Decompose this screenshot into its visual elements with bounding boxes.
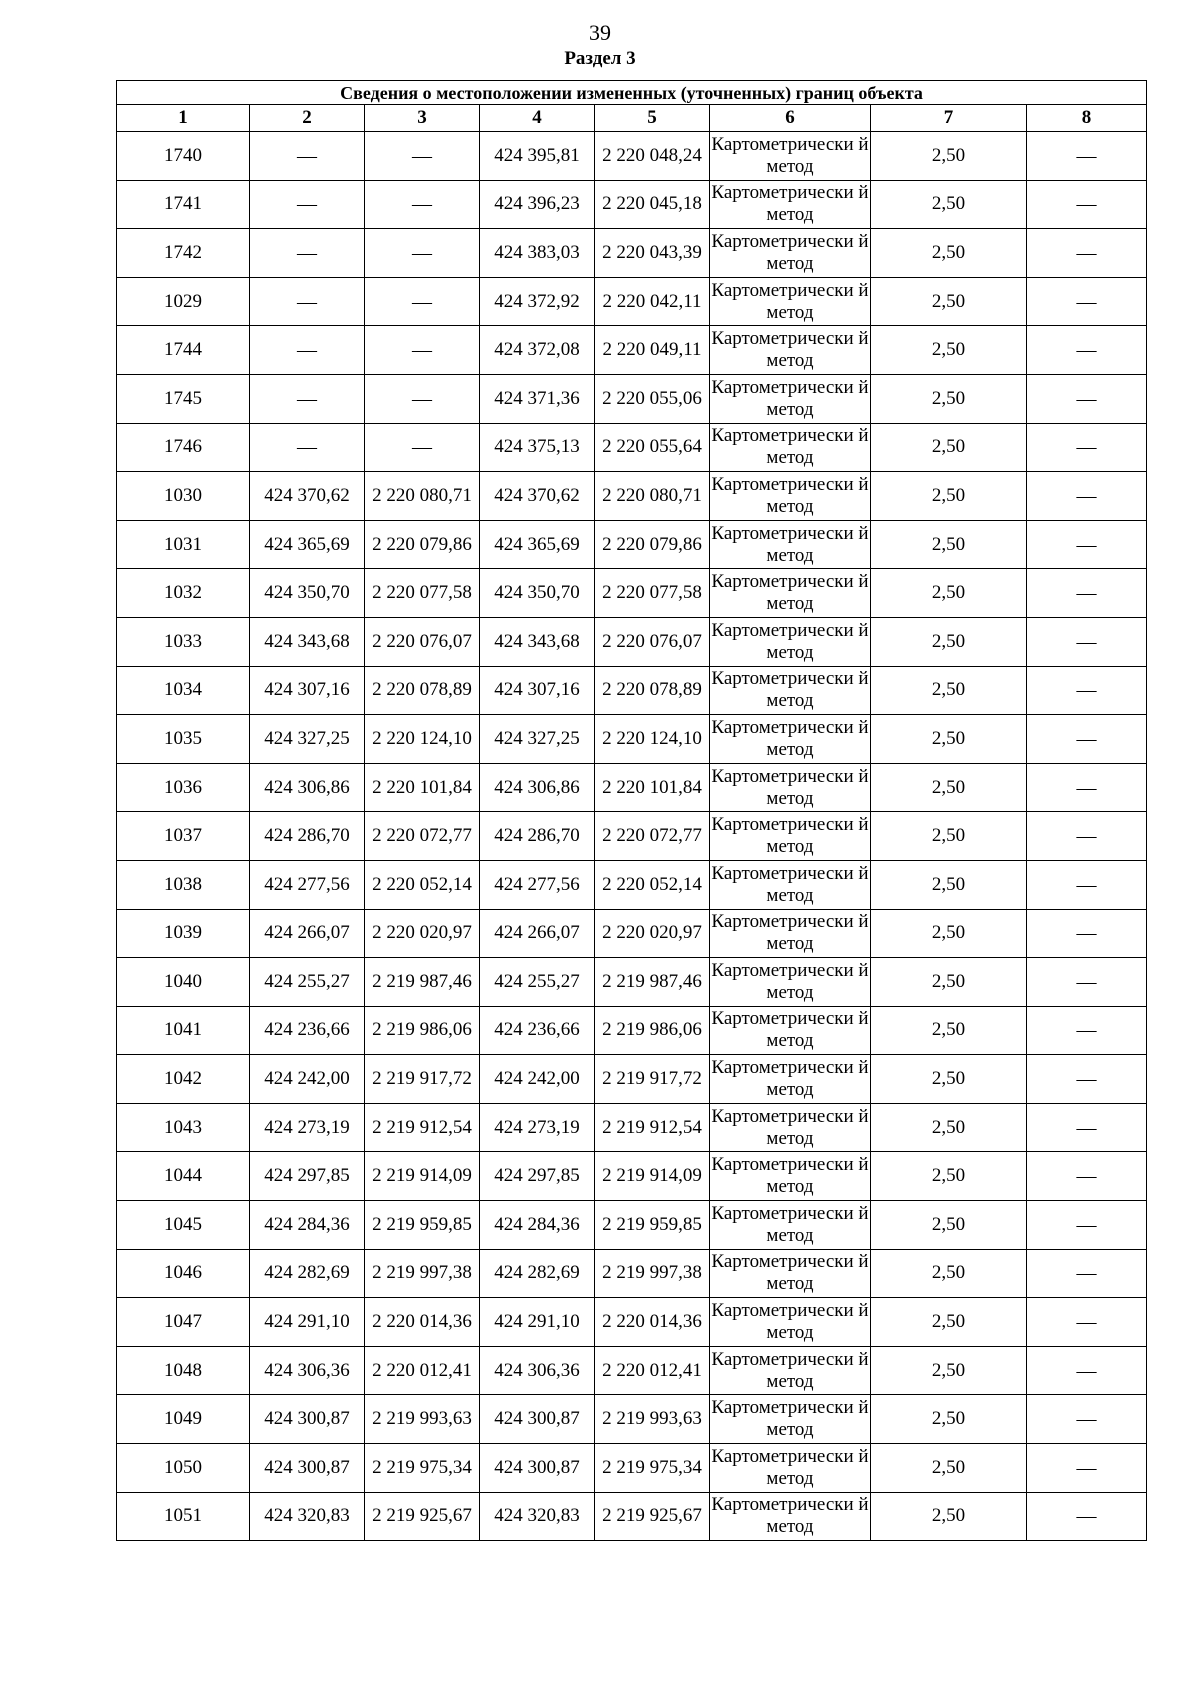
table-cell-col-1: 1742 bbox=[117, 229, 250, 278]
table-cell-col-5: 2 220 078,89 bbox=[595, 666, 710, 715]
table-row bbox=[117, 617, 1147, 666]
table-cell-col-3: 2 219 914,09 bbox=[365, 1152, 480, 1201]
table-row bbox=[117, 812, 1147, 861]
table-cell-col-4: 424 383,03 bbox=[480, 229, 595, 278]
table-cell-col-2: 424 300,87 bbox=[250, 1395, 365, 1444]
table-cell-col-8: — bbox=[1027, 472, 1147, 521]
table-cell-col-7: 2,50 bbox=[871, 1055, 1027, 1104]
table-cell-col-2: 424 284,36 bbox=[250, 1201, 365, 1250]
table-cell-col-5: 2 219 993,63 bbox=[595, 1395, 710, 1444]
table-row bbox=[117, 229, 1147, 278]
table-cell-col-4: 424 273,19 bbox=[480, 1103, 595, 1152]
table-cell-col-8: — bbox=[1027, 569, 1147, 618]
table-cell-col-6: Картометрически й метод bbox=[710, 958, 871, 1007]
table-cell-col-6: Картометрически й метод bbox=[710, 520, 871, 569]
table-cell-col-5: 2 220 055,06 bbox=[595, 374, 710, 423]
table-cell-col-8: — bbox=[1027, 1006, 1147, 1055]
table-cell-col-2: — bbox=[250, 423, 365, 472]
table-cell-col-2: — bbox=[250, 229, 365, 278]
table-cell-col-2: 424 236,66 bbox=[250, 1006, 365, 1055]
table-cell-col-5: 2 220 077,58 bbox=[595, 569, 710, 618]
table-cell-col-6: Картометрически й метод bbox=[710, 763, 871, 812]
table-cell-col-8: — bbox=[1027, 229, 1147, 278]
table-row bbox=[117, 374, 1147, 423]
table-row bbox=[117, 569, 1147, 618]
table-body bbox=[117, 132, 1147, 1541]
table-cell-col-1: 1041 bbox=[117, 1006, 250, 1055]
table-cell-col-5: 2 220 052,14 bbox=[595, 860, 710, 909]
table-cell-col-7: 2,50 bbox=[871, 1444, 1027, 1493]
table-cell-col-3: 2 219 925,67 bbox=[365, 1492, 480, 1541]
table-row bbox=[117, 1492, 1147, 1541]
table-cell-col-7: 2,50 bbox=[871, 666, 1027, 715]
table-cell-col-3: 2 220 020,97 bbox=[365, 909, 480, 958]
table-cell-col-2: — bbox=[250, 326, 365, 375]
table-cell-col-4: 424 286,70 bbox=[480, 812, 595, 861]
table-cell-col-5: 2 219 959,85 bbox=[595, 1201, 710, 1250]
table-cell-col-6: Картометрически й метод bbox=[710, 423, 871, 472]
table-cell-col-3: 2 220 077,58 bbox=[365, 569, 480, 618]
table-cell-col-1: 1034 bbox=[117, 666, 250, 715]
table-cell-col-4: 424 327,25 bbox=[480, 715, 595, 764]
table-cell-col-8: — bbox=[1027, 132, 1147, 181]
table-row bbox=[117, 666, 1147, 715]
table-row bbox=[117, 326, 1147, 375]
table-cell-col-7: 2,50 bbox=[871, 472, 1027, 521]
table-cell-col-5: 2 220 072,77 bbox=[595, 812, 710, 861]
table-cell-col-1: 1049 bbox=[117, 1395, 250, 1444]
table-cell-col-8: — bbox=[1027, 715, 1147, 764]
table-cell-col-6: Картометрически й метод bbox=[710, 860, 871, 909]
table-cell-col-2: 424 320,83 bbox=[250, 1492, 365, 1541]
table-cell-col-7: 2,50 bbox=[871, 1152, 1027, 1201]
column-number-6: 6 bbox=[710, 105, 871, 132]
table-cell-col-8: — bbox=[1027, 617, 1147, 666]
table-cell-col-1: 1030 bbox=[117, 472, 250, 521]
table-row bbox=[117, 958, 1147, 1007]
table-cell-col-1: 1741 bbox=[117, 180, 250, 229]
table-cell-col-4: 424 284,36 bbox=[480, 1201, 595, 1250]
table-cell-col-4: 424 255,27 bbox=[480, 958, 595, 1007]
table-cell-col-5: 2 219 975,34 bbox=[595, 1444, 710, 1493]
table-cell-col-4: 424 266,07 bbox=[480, 909, 595, 958]
table-cell-col-4: 424 320,83 bbox=[480, 1492, 595, 1541]
table-row bbox=[117, 763, 1147, 812]
column-number-7: 7 bbox=[871, 105, 1027, 132]
table-cell-col-1: 1745 bbox=[117, 374, 250, 423]
table-cell-col-6: Картометрически й метод bbox=[710, 1152, 871, 1201]
table-cell-col-3: 2 220 101,84 bbox=[365, 763, 480, 812]
table-cell-col-7: 2,50 bbox=[871, 520, 1027, 569]
table-cell-col-7: 2,50 bbox=[871, 909, 1027, 958]
table-cell-col-4: 424 375,13 bbox=[480, 423, 595, 472]
table-cell-col-8: — bbox=[1027, 1444, 1147, 1493]
table-caption: Сведения о местоположении измененных (уточненных) границ объекта bbox=[117, 81, 1147, 105]
column-number-2: 2 bbox=[250, 105, 365, 132]
table-cell-col-7: 2,50 bbox=[871, 1395, 1027, 1444]
table-cell-col-1: 1035 bbox=[117, 715, 250, 764]
table-cell-col-6: Картометрически й метод bbox=[710, 715, 871, 764]
table-cell-col-5: 2 220 079,86 bbox=[595, 520, 710, 569]
table-cell-col-2: 424 266,07 bbox=[250, 909, 365, 958]
table-cell-col-1: 1044 bbox=[117, 1152, 250, 1201]
table-row bbox=[117, 1006, 1147, 1055]
table-cell-col-6: Картометрически й метод bbox=[710, 1298, 871, 1347]
table-cell-col-5: 2 219 986,06 bbox=[595, 1006, 710, 1055]
table-cell-col-6: Картометрически й метод bbox=[710, 326, 871, 375]
table-cell-col-1: 1033 bbox=[117, 617, 250, 666]
table-cell-col-1: 1039 bbox=[117, 909, 250, 958]
table-cell-col-7: 2,50 bbox=[871, 617, 1027, 666]
table-cell-col-3: 2 220 052,14 bbox=[365, 860, 480, 909]
table-cell-col-8: — bbox=[1027, 763, 1147, 812]
table-cell-col-2: 424 291,10 bbox=[250, 1298, 365, 1347]
table-cell-col-7: 2,50 bbox=[871, 1492, 1027, 1541]
table-cell-col-6: Картометрически й метод bbox=[710, 229, 871, 278]
table-cell-col-2: — bbox=[250, 374, 365, 423]
table-cell-col-6: Картометрически й метод bbox=[710, 1346, 871, 1395]
table-cell-col-6: Картометрически й метод bbox=[710, 472, 871, 521]
table-cell-col-2: 424 370,62 bbox=[250, 472, 365, 521]
table-cell-col-3: 2 220 078,89 bbox=[365, 666, 480, 715]
table-cell-col-6: Картометрически й метод bbox=[710, 132, 871, 181]
table-row bbox=[117, 1298, 1147, 1347]
table-cell-col-1: 1047 bbox=[117, 1298, 250, 1347]
table-cell-col-8: — bbox=[1027, 180, 1147, 229]
table-cell-col-5: 2 219 925,67 bbox=[595, 1492, 710, 1541]
table-cell-col-7: 2,50 bbox=[871, 374, 1027, 423]
table-cell-col-7: 2,50 bbox=[871, 1006, 1027, 1055]
table-cell-col-5: 2 220 124,10 bbox=[595, 715, 710, 764]
table-cell-col-3: 2 220 080,71 bbox=[365, 472, 480, 521]
table-cell-col-4: 424 282,69 bbox=[480, 1249, 595, 1298]
table-cell-col-8: — bbox=[1027, 520, 1147, 569]
table-cell-col-6: Картометрически й метод bbox=[710, 1492, 871, 1541]
table-row bbox=[117, 1249, 1147, 1298]
table-cell-col-4: 424 300,87 bbox=[480, 1395, 595, 1444]
table-cell-col-8: — bbox=[1027, 860, 1147, 909]
table-row bbox=[117, 1201, 1147, 1250]
table-cell-col-8: — bbox=[1027, 1298, 1147, 1347]
table-row bbox=[117, 1444, 1147, 1493]
table-cell-col-5: 2 220 012,41 bbox=[595, 1346, 710, 1395]
table-cell-col-3: 2 220 079,86 bbox=[365, 520, 480, 569]
table-cell-col-2: 424 277,56 bbox=[250, 860, 365, 909]
table-cell-col-3: 2 219 997,38 bbox=[365, 1249, 480, 1298]
table-cell-col-2: 424 307,16 bbox=[250, 666, 365, 715]
column-number-4: 4 bbox=[480, 105, 595, 132]
table-cell-col-8: — bbox=[1027, 374, 1147, 423]
table-cell-col-4: 424 370,62 bbox=[480, 472, 595, 521]
table-cell-col-1: 1036 bbox=[117, 763, 250, 812]
table-cell-col-5: 2 219 914,09 bbox=[595, 1152, 710, 1201]
table-cell-col-3: — bbox=[365, 229, 480, 278]
table-cell-col-2: 424 306,86 bbox=[250, 763, 365, 812]
table-cell-col-3: 2 220 072,77 bbox=[365, 812, 480, 861]
table-cell-col-8: — bbox=[1027, 277, 1147, 326]
table-row bbox=[117, 909, 1147, 958]
table-cell-col-3: 2 220 014,36 bbox=[365, 1298, 480, 1347]
table-cell-col-4: 424 306,36 bbox=[480, 1346, 595, 1395]
column-number-3: 3 bbox=[365, 105, 480, 132]
table-cell-col-6: Картометрически й метод bbox=[710, 666, 871, 715]
table-cell-col-7: 2,50 bbox=[871, 812, 1027, 861]
table-cell-col-1: 1043 bbox=[117, 1103, 250, 1152]
table-cell-col-8: — bbox=[1027, 812, 1147, 861]
table-cell-col-6: Картометрически й метод bbox=[710, 909, 871, 958]
table-cell-col-4: 424 307,16 bbox=[480, 666, 595, 715]
table-cell-col-2: 424 297,85 bbox=[250, 1152, 365, 1201]
table-cell-col-3: — bbox=[365, 277, 480, 326]
table-cell-col-1: 1746 bbox=[117, 423, 250, 472]
table-cell-col-6: Картометрически й метод bbox=[710, 1249, 871, 1298]
table-cell-col-3: 2 219 917,72 bbox=[365, 1055, 480, 1104]
table-cell-col-4: 424 371,36 bbox=[480, 374, 595, 423]
table-cell-col-5: 2 219 997,38 bbox=[595, 1249, 710, 1298]
table-row bbox=[117, 1055, 1147, 1104]
table-cell-col-7: 2,50 bbox=[871, 277, 1027, 326]
table-row bbox=[117, 1103, 1147, 1152]
table-cell-col-2: 424 350,70 bbox=[250, 569, 365, 618]
table-cell-col-1: 1045 bbox=[117, 1201, 250, 1250]
table-row bbox=[117, 860, 1147, 909]
table-row bbox=[117, 472, 1147, 521]
table-cell-col-6: Картометрически й метод bbox=[710, 180, 871, 229]
table-cell-col-3: — bbox=[365, 132, 480, 181]
table-cell-col-8: — bbox=[1027, 1249, 1147, 1298]
table-cell-col-2: 424 242,00 bbox=[250, 1055, 365, 1104]
table-cell-col-5: 2 219 912,54 bbox=[595, 1103, 710, 1152]
table-cell-col-5: 2 220 049,11 bbox=[595, 326, 710, 375]
table-cell-col-2: 424 282,69 bbox=[250, 1249, 365, 1298]
table-cell-col-6: Картометрически й метод bbox=[710, 1006, 871, 1055]
table-cell-col-3: 2 219 993,63 bbox=[365, 1395, 480, 1444]
table-cell-col-1: 1048 bbox=[117, 1346, 250, 1395]
table-cell-col-4: 424 242,00 bbox=[480, 1055, 595, 1104]
table-cell-col-2: — bbox=[250, 132, 365, 181]
table-cell-col-3: — bbox=[365, 423, 480, 472]
table-cell-col-2: 424 327,25 bbox=[250, 715, 365, 764]
table-cell-col-6: Картометрически й метод bbox=[710, 617, 871, 666]
table-cell-col-3: — bbox=[365, 374, 480, 423]
table-cell-col-3: 2 219 987,46 bbox=[365, 958, 480, 1007]
table-cell-col-2: 424 286,70 bbox=[250, 812, 365, 861]
table-cell-col-7: 2,50 bbox=[871, 1298, 1027, 1347]
table-cell-col-3: — bbox=[365, 326, 480, 375]
table-cell-col-1: 1038 bbox=[117, 860, 250, 909]
table-cell-col-4: 424 395,81 bbox=[480, 132, 595, 181]
table-cell-col-4: 424 306,86 bbox=[480, 763, 595, 812]
table-cell-col-5: 2 220 048,24 bbox=[595, 132, 710, 181]
boundary-coordinates-table bbox=[116, 80, 1147, 1541]
table-cell-col-8: — bbox=[1027, 1346, 1147, 1395]
table-cell-col-1: 1031 bbox=[117, 520, 250, 569]
table-cell-col-3: 2 219 975,34 bbox=[365, 1444, 480, 1493]
table-cell-col-5: 2 220 042,11 bbox=[595, 277, 710, 326]
table-cell-col-7: 2,50 bbox=[871, 229, 1027, 278]
table-cell-col-3: 2 219 959,85 bbox=[365, 1201, 480, 1250]
table-cell-col-4: 424 372,08 bbox=[480, 326, 595, 375]
table-cell-col-4: 424 277,56 bbox=[480, 860, 595, 909]
table-row bbox=[117, 1346, 1147, 1395]
table-cell-col-1: 1032 bbox=[117, 569, 250, 618]
table-cell-col-4: 424 365,69 bbox=[480, 520, 595, 569]
table-row bbox=[117, 1152, 1147, 1201]
table-cell-col-7: 2,50 bbox=[871, 132, 1027, 181]
table-cell-col-2: 424 273,19 bbox=[250, 1103, 365, 1152]
table-cell-col-7: 2,50 bbox=[871, 423, 1027, 472]
table-cell-col-4: 424 236,66 bbox=[480, 1006, 595, 1055]
table-cell-col-5: 2 219 987,46 bbox=[595, 958, 710, 1007]
table-cell-col-5: 2 220 020,97 bbox=[595, 909, 710, 958]
table-row bbox=[117, 520, 1147, 569]
table-cell-col-3: 2 219 986,06 bbox=[365, 1006, 480, 1055]
table-row bbox=[117, 180, 1147, 229]
table-cell-col-1: 1740 bbox=[117, 132, 250, 181]
column-number-1: 1 bbox=[117, 105, 250, 132]
table-cell-col-7: 2,50 bbox=[871, 1249, 1027, 1298]
table-row bbox=[117, 1395, 1147, 1444]
table-cell-col-7: 2,50 bbox=[871, 1346, 1027, 1395]
table-cell-col-7: 2,50 bbox=[871, 180, 1027, 229]
table-cell-col-5: 2 220 014,36 bbox=[595, 1298, 710, 1347]
table-cell-col-6: Картометрически й метод bbox=[710, 277, 871, 326]
table-row bbox=[117, 715, 1147, 764]
table-cell-col-4: 424 343,68 bbox=[480, 617, 595, 666]
table-cell-col-8: — bbox=[1027, 666, 1147, 715]
table-cell-col-1: 1037 bbox=[117, 812, 250, 861]
table-cell-col-1: 1046 bbox=[117, 1249, 250, 1298]
column-number-8: 8 bbox=[1027, 105, 1147, 132]
table-cell-col-3: 2 219 912,54 bbox=[365, 1103, 480, 1152]
table-cell-col-2: — bbox=[250, 277, 365, 326]
table-cell-col-8: — bbox=[1027, 1103, 1147, 1152]
table-cell-col-8: — bbox=[1027, 1152, 1147, 1201]
table-cell-col-7: 2,50 bbox=[871, 715, 1027, 764]
table-cell-col-4: 424 297,85 bbox=[480, 1152, 595, 1201]
table-cell-col-8: — bbox=[1027, 1395, 1147, 1444]
table-cell-col-8: — bbox=[1027, 1055, 1147, 1104]
table-cell-col-6: Картометрически й метод bbox=[710, 1055, 871, 1104]
table-cell-col-3: 2 220 124,10 bbox=[365, 715, 480, 764]
table-row bbox=[117, 423, 1147, 472]
table-cell-col-6: Картометрически й метод bbox=[710, 812, 871, 861]
table-cell-col-8: — bbox=[1027, 326, 1147, 375]
table-cell-col-3: — bbox=[365, 180, 480, 229]
table-cell-col-6: Картометрически й метод bbox=[710, 374, 871, 423]
table-row bbox=[117, 277, 1147, 326]
table-cell-col-5: 2 220 101,84 bbox=[595, 763, 710, 812]
table-cell-col-2: 424 365,69 bbox=[250, 520, 365, 569]
table-cell-col-8: — bbox=[1027, 909, 1147, 958]
table-cell-col-7: 2,50 bbox=[871, 1201, 1027, 1250]
table-cell-col-5: 2 220 045,18 bbox=[595, 180, 710, 229]
table-cell-col-5: 2 219 917,72 bbox=[595, 1055, 710, 1104]
table-cell-col-1: 1051 bbox=[117, 1492, 250, 1541]
table-row bbox=[117, 132, 1147, 181]
table-cell-col-5: 2 220 055,64 bbox=[595, 423, 710, 472]
table-cell-col-7: 2,50 bbox=[871, 958, 1027, 1007]
table-cell-col-1: 1040 bbox=[117, 958, 250, 1007]
table-cell-col-2: 424 300,87 bbox=[250, 1444, 365, 1493]
table-cell-col-4: 424 350,70 bbox=[480, 569, 595, 618]
table-cell-col-7: 2,50 bbox=[871, 569, 1027, 618]
table-cell-col-6: Картометрически й метод bbox=[710, 569, 871, 618]
table-cell-col-2: 424 343,68 bbox=[250, 617, 365, 666]
table-cell-col-5: 2 220 043,39 bbox=[595, 229, 710, 278]
section-title: Раздел 3 bbox=[564, 48, 636, 69]
table-cell-col-7: 2,50 bbox=[871, 1103, 1027, 1152]
table-cell-col-3: 2 220 076,07 bbox=[365, 617, 480, 666]
column-number-row bbox=[117, 105, 1147, 132]
table-cell-col-7: 2,50 bbox=[871, 860, 1027, 909]
table-cell-col-7: 2,50 bbox=[871, 326, 1027, 375]
table-cell-col-4: 424 372,92 bbox=[480, 277, 595, 326]
table-cell-col-6: Картометрически й метод bbox=[710, 1395, 871, 1444]
table-cell-col-1: 1050 bbox=[117, 1444, 250, 1493]
table-cell-col-7: 2,50 bbox=[871, 763, 1027, 812]
table-cell-col-6: Картометрически й метод bbox=[710, 1103, 871, 1152]
table-cell-col-5: 2 220 076,07 bbox=[595, 617, 710, 666]
table-cell-col-4: 424 291,10 bbox=[480, 1298, 595, 1347]
table-cell-col-8: — bbox=[1027, 1492, 1147, 1541]
table-cell-col-6: Картометрически й метод bbox=[710, 1201, 871, 1250]
page-number: 39 bbox=[589, 20, 611, 45]
table-cell-col-1: 1744 bbox=[117, 326, 250, 375]
table-cell-col-4: 424 300,87 bbox=[480, 1444, 595, 1493]
table-cell-col-8: — bbox=[1027, 1201, 1147, 1250]
table-cell-col-8: — bbox=[1027, 423, 1147, 472]
table-cell-col-6: Картометрически й метод bbox=[710, 1444, 871, 1493]
table-cell-col-4: 424 396,23 bbox=[480, 180, 595, 229]
table-cell-col-1: 1042 bbox=[117, 1055, 250, 1104]
table-cell-col-1: 1029 bbox=[117, 277, 250, 326]
table-cell-col-2: — bbox=[250, 180, 365, 229]
table-cell-col-8: — bbox=[1027, 958, 1147, 1007]
table-cell-col-3: 2 220 012,41 bbox=[365, 1346, 480, 1395]
table-cell-col-2: 424 255,27 bbox=[250, 958, 365, 1007]
column-number-5: 5 bbox=[595, 105, 710, 132]
table-cell-col-5: 2 220 080,71 bbox=[595, 472, 710, 521]
table-cell-col-2: 424 306,36 bbox=[250, 1346, 365, 1395]
